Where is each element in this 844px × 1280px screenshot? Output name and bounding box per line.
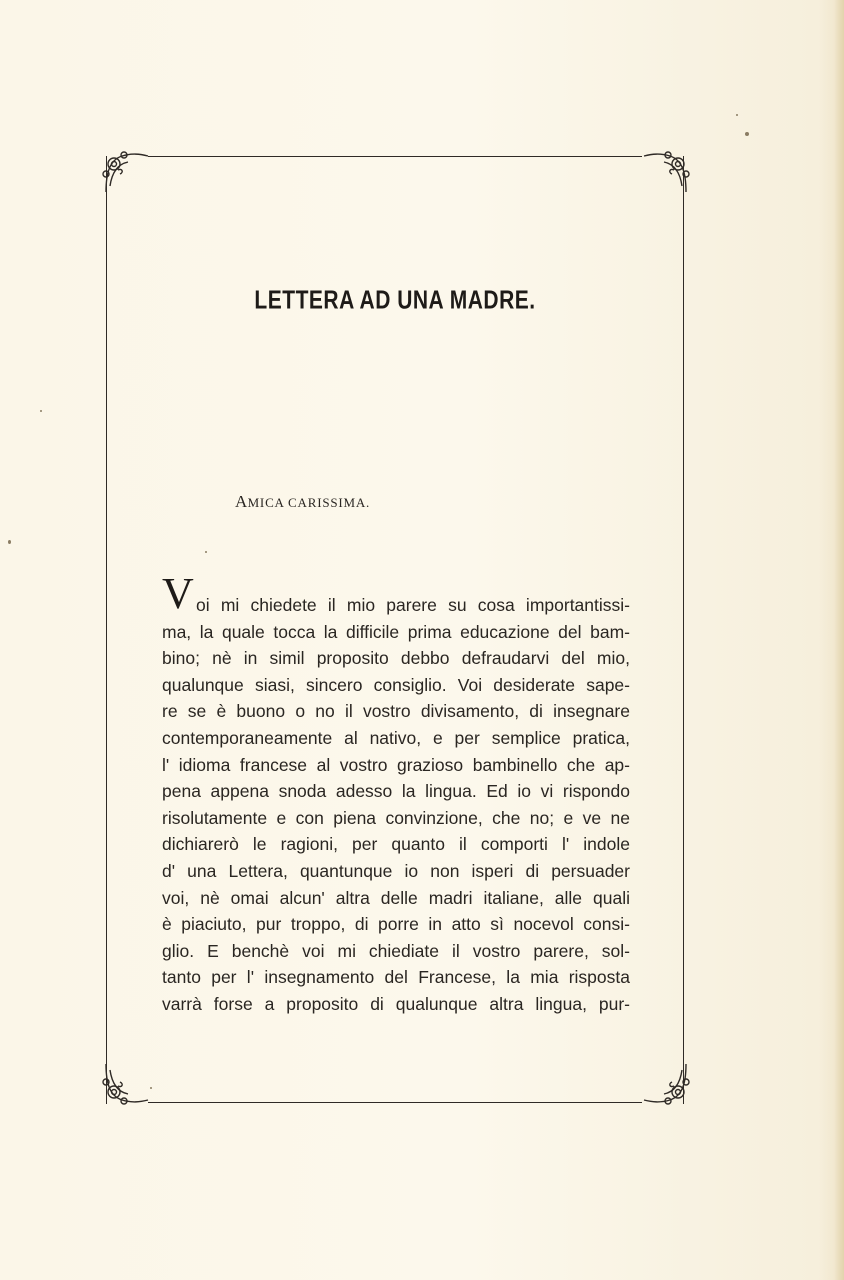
corner-ornament-icon xyxy=(100,1058,152,1110)
paper-speck xyxy=(736,114,738,116)
corner-ornament-icon xyxy=(100,146,152,198)
page-title: LETTERA AD UNA MADRE. xyxy=(254,286,536,315)
body-line: glio. E benchè voi mi chiediate il vostro parere, sol- xyxy=(162,940,630,961)
body-line: dichiarerò le ragioni, per quanto il comporti l' indole xyxy=(162,834,630,855)
body-line: varrà forse a proposito di qualunque altra lingua, pur- xyxy=(162,993,630,1014)
paper-speck xyxy=(205,551,207,553)
body-line: l' idioma francese al vostro grazioso bambinello che ap- xyxy=(162,754,630,775)
paper-speck xyxy=(150,1087,152,1089)
body-line: pena appena snoda adesso la lingua. Ed io vi rispondo xyxy=(162,781,630,802)
border-bottom-rule xyxy=(148,1102,642,1103)
border-top-rule xyxy=(148,156,642,157)
corner-ornament-icon xyxy=(640,1058,692,1110)
salutation xyxy=(235,492,370,512)
salutation-rest: MICA CARISSIMA. xyxy=(247,495,371,510)
body-line: risolutamente e con piena convinzione, che no; e ve ne xyxy=(162,807,630,828)
paper-speck xyxy=(8,540,11,544)
body-line: contemporaneamente al nativo, e per semplice pratica, xyxy=(162,727,630,748)
body-line: è piaciuto, pur troppo, di porre in atto sì nocevol consi- xyxy=(162,914,630,935)
salutation-initial: A xyxy=(235,492,248,511)
body-line: ma, la quale tocca la difficile prima educazione del bam- xyxy=(162,621,630,642)
body-line: qualunque siasi, sincero consiglio. Voi desiderate sape- xyxy=(162,674,630,695)
body-line: tanto per l' insegnamento del Francese, la mia risposta xyxy=(162,967,630,988)
drop-cap: V xyxy=(162,569,194,618)
body-line: voi, nè omai alcun' altra delle madri italiane, alle quali xyxy=(162,887,630,908)
letter-body xyxy=(162,592,630,1018)
body-line: oi mi chiedete il mio parere su cosa importantissi- xyxy=(196,595,630,615)
body-line: d' una Lettera, quantunque io non isperi di persuader xyxy=(162,860,630,881)
body-line: re se è buono o no il vostro divisamento, di insegnare xyxy=(162,701,630,722)
paper-speck xyxy=(40,410,42,412)
corner-ornament-icon xyxy=(640,146,692,198)
body-line: bino; nè in simil proposito debbo defraudarvi del mio, xyxy=(162,648,630,669)
page-edge-shadow xyxy=(834,0,844,1280)
paper-speck xyxy=(745,132,749,136)
